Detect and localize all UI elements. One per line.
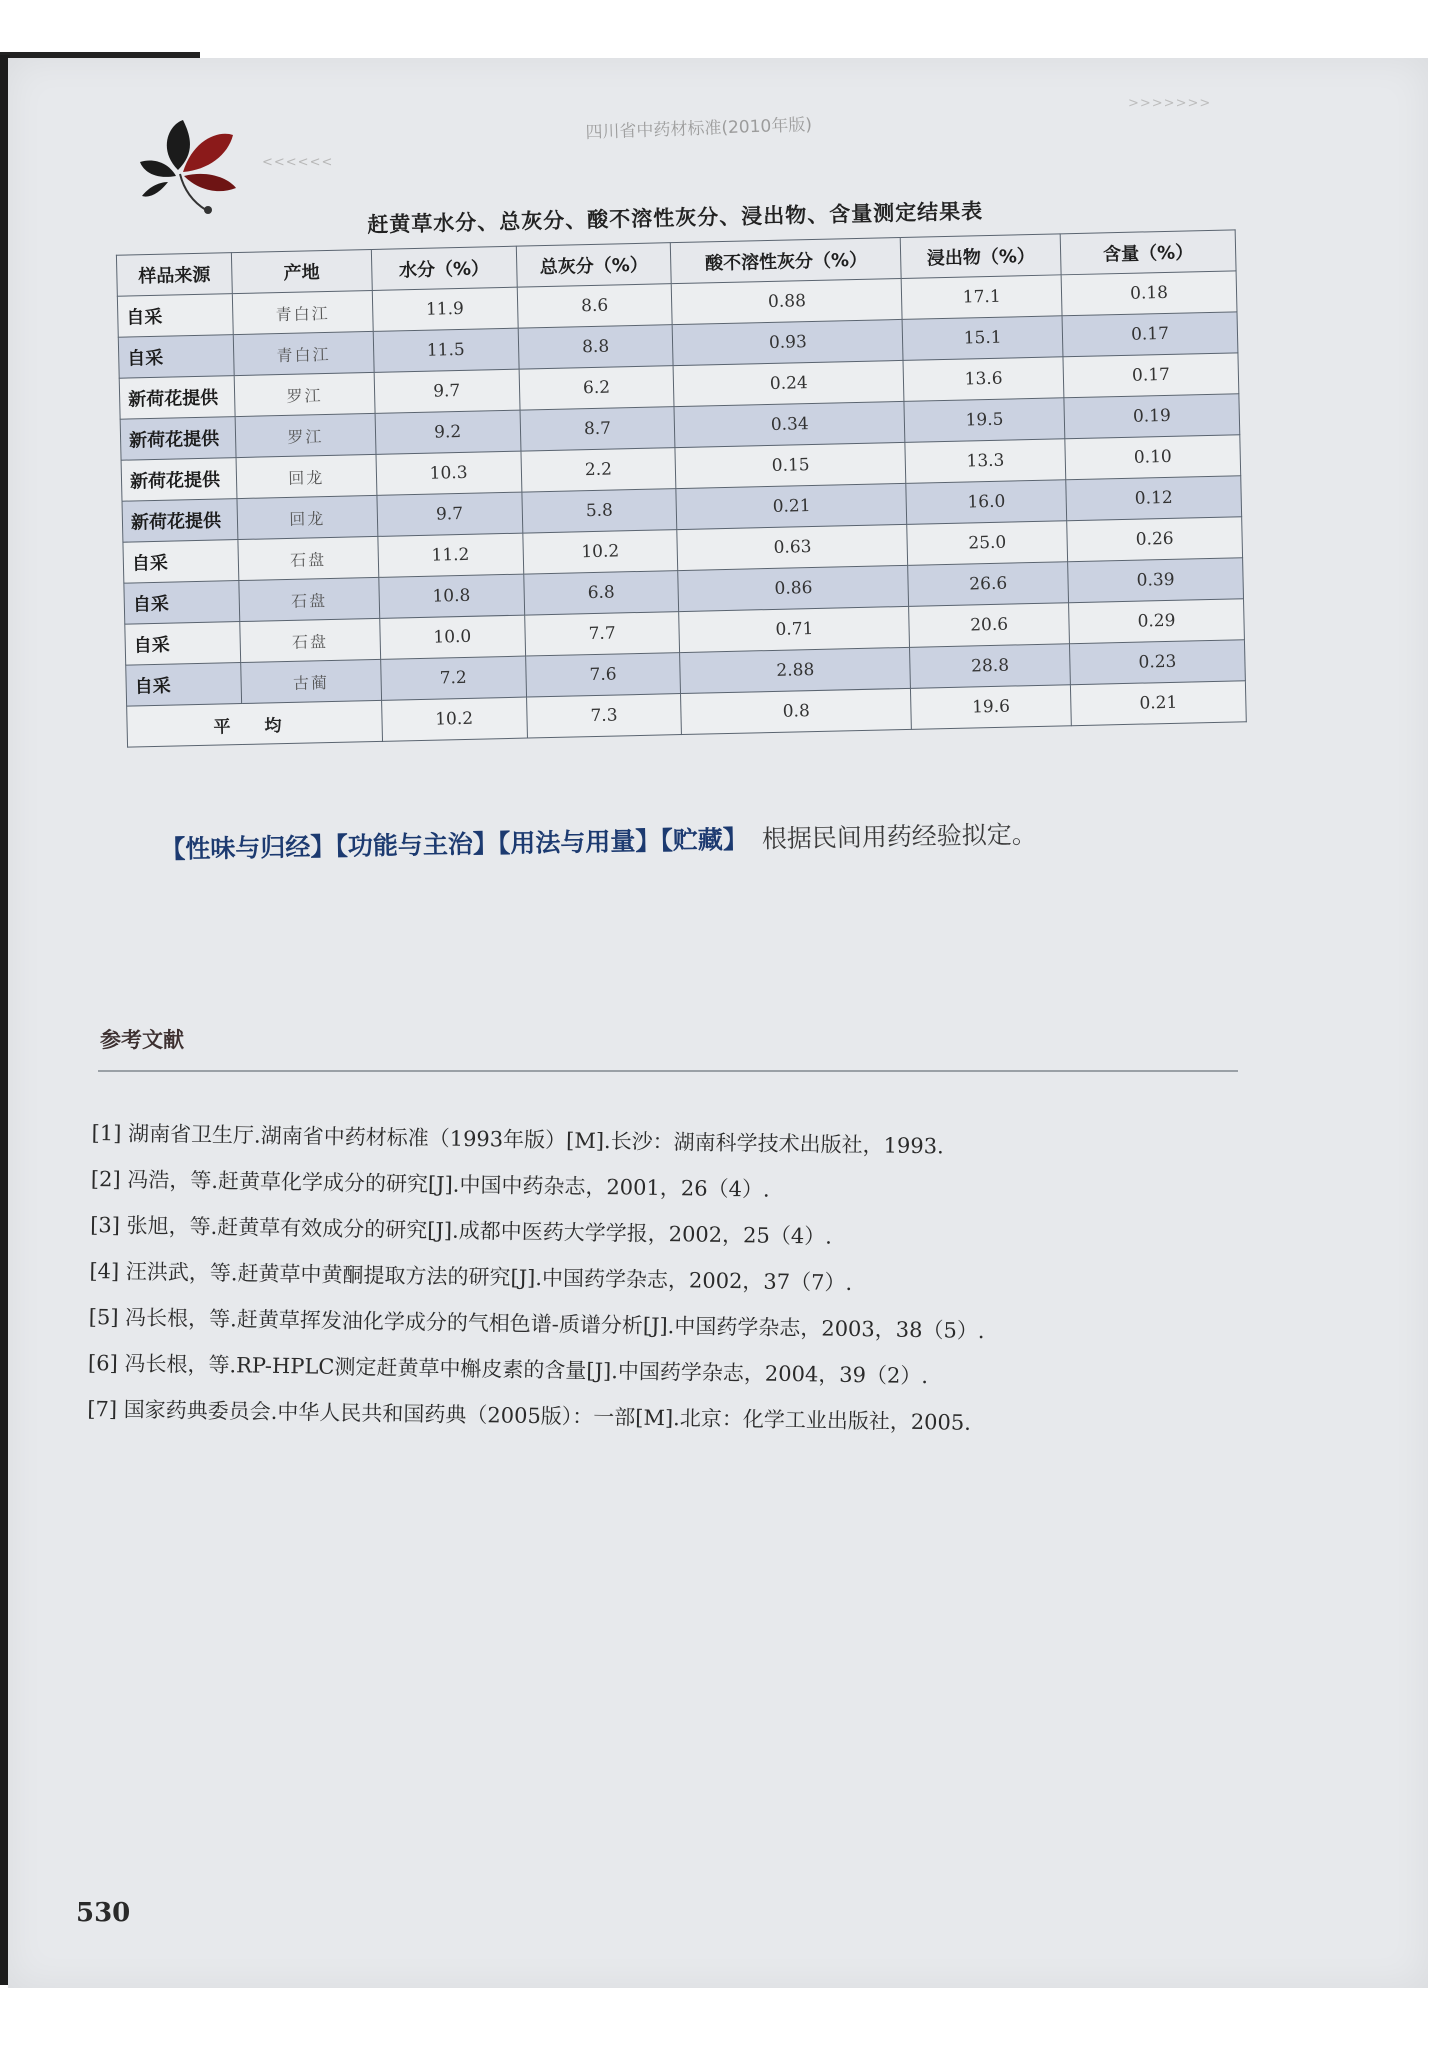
- cell-acid-insoluble-ash: 0.71: [679, 606, 910, 652]
- average-content: 0.21: [1070, 681, 1246, 726]
- references-list: [87, 1110, 1252, 1450]
- cell-total-ash: 6.2: [519, 366, 675, 411]
- cell-acid-insoluble-ash: 0.34: [674, 401, 905, 447]
- cell-origin: 石盘: [238, 536, 379, 580]
- cell-acid-insoluble-ash: 0.86: [678, 565, 909, 611]
- average-extract: 19.6: [911, 685, 1072, 730]
- cell-source: 新荷花提供: [120, 417, 236, 461]
- reference-item: [1] 湖南省卫生厅.湖南省中药材标准（1993年版）[M].长沙：湖南科学技术出版社，1993.: [91, 1120, 944, 1159]
- scan-bottom-margin: [0, 1988, 1448, 2048]
- cell-extract: 20.6: [909, 603, 1070, 648]
- references-heading: 参考文献: [100, 1028, 184, 1052]
- results-table: [116, 229, 1247, 747]
- column-header: 样品来源: [116, 253, 232, 297]
- results-table-block: [105, 189, 1257, 748]
- cell-source: 自采: [126, 663, 242, 707]
- reference-item: [2] 冯浩，等.赶黄草化学成分的研究[J].中国中药杂志，2001，26（4）.: [90, 1166, 770, 1202]
- scan-top-margin: [0, 0, 1448, 60]
- reference-item: [7] 国家药典委员会.中华人民共和国药典（2005版）：一部[M].北京：化学工业出版社，2005.: [87, 1396, 972, 1435]
- cell-extract: 25.0: [907, 521, 1068, 566]
- cell-source: 自采: [124, 581, 240, 625]
- reference-item: [6] 冯长根，等.RP-HPLC测定赶黄草中槲皮素的含量[J].中国药学杂志，2004，39（2）.: [87, 1350, 929, 1389]
- decorative-arrows-right: >>>>>>>: [1128, 96, 1212, 111]
- cell-source: 新荷花提供: [122, 499, 238, 543]
- cell-acid-insoluble-ash: 0.15: [675, 442, 906, 488]
- cell-origin: 石盘: [240, 618, 381, 662]
- cell-origin: 罗江: [234, 372, 375, 416]
- reference-item: [5] 冯长根，等.赶黄草挥发油化学成分的气相色谱-质谱分析[J].中国药学杂志，2003，38（5）.: [88, 1304, 985, 1344]
- cell-moisture: 10.0: [379, 615, 525, 659]
- decorative-arrows-left: <<<<<<: [262, 155, 334, 170]
- cell-content: 0.39: [1068, 558, 1244, 603]
- cell-origin: 罗江: [235, 413, 376, 457]
- cell-source: 自采: [123, 540, 239, 584]
- tag-storage: 【贮藏】: [660, 824, 749, 856]
- cell-moisture: 7.2: [380, 656, 526, 700]
- cell-content: 0.23: [1070, 640, 1246, 685]
- cell-source: 新荷花提供: [119, 376, 235, 420]
- table-title: 赶黄草水分、总灰分、酸不溶性灰分、浸出物、含量测定结果表: [367, 198, 984, 238]
- cell-content: 0.26: [1067, 517, 1243, 562]
- cell-source: 新荷花提供: [121, 458, 237, 502]
- cell-extract: 15.1: [902, 316, 1063, 361]
- cell-content: 0.18: [1061, 271, 1237, 316]
- cell-total-ash: 8.8: [518, 325, 674, 370]
- references-divider: [98, 1070, 1238, 1072]
- cell-moisture: 9.2: [375, 410, 521, 454]
- cell-moisture: 11.2: [378, 533, 524, 577]
- cell-acid-insoluble-ash: 0.88: [672, 278, 903, 324]
- cell-moisture: 11.9: [372, 287, 518, 331]
- page-number: 530: [76, 1898, 131, 1928]
- cell-moisture: 10.3: [376, 451, 522, 495]
- column-header: 含量（%）: [1060, 230, 1236, 275]
- cell-content: 0.17: [1062, 312, 1238, 357]
- cell-content: 0.19: [1064, 394, 1240, 439]
- column-header: 浸出物（%）: [900, 234, 1061, 279]
- reference-item: [3] 张旭，等.赶黄草有效成分的研究[J].成都中医药大学学报，2002，25（4）.: [90, 1212, 833, 1249]
- cell-extract: 19.5: [904, 398, 1065, 443]
- cell-source: 自采: [125, 622, 241, 666]
- cell-extract: 28.8: [910, 644, 1071, 689]
- cell-origin: 青白江: [232, 290, 373, 334]
- cell-origin: 回龙: [237, 495, 378, 539]
- cell-content: 0.10: [1065, 435, 1241, 480]
- reference-item: [4] 汪洪武，等.赶黄草中黄酮提取方法的研究[J].中国药学杂志，2002，37（7）.: [89, 1258, 853, 1295]
- average-total-ash: 7.3: [526, 694, 682, 739]
- cell-moisture: 10.8: [379, 574, 525, 618]
- cell-acid-insoluble-ash: 0.93: [673, 319, 904, 365]
- tag-function-indication: 【功能与主治】: [335, 829, 499, 861]
- column-header: 水分（%）: [371, 246, 517, 290]
- cell-acid-insoluble-ash: 2.88: [680, 647, 911, 693]
- tag-flavor-meridian: 【性味与归经】: [160, 831, 336, 864]
- average-moisture: 10.2: [381, 697, 527, 741]
- cell-extract: 17.1: [901, 275, 1062, 320]
- column-header: 酸不溶性灰分（%）: [671, 237, 902, 283]
- cell-extract: 13.6: [903, 357, 1064, 402]
- tag-usage-dosage: 【用法与用量】: [497, 826, 661, 859]
- average-label: 平 均: [127, 700, 383, 747]
- cell-extract: 26.6: [908, 562, 1069, 607]
- cell-origin: 古蔺: [241, 659, 382, 703]
- cell-origin: 回龙: [236, 454, 377, 498]
- cell-total-ash: 7.6: [525, 653, 681, 698]
- cell-content: 0.29: [1069, 599, 1245, 644]
- cell-origin: 石盘: [239, 577, 380, 621]
- cell-total-ash: 10.2: [522, 530, 678, 575]
- cell-content: 0.17: [1063, 353, 1239, 398]
- column-header: 总灰分（%）: [516, 243, 672, 288]
- column-header: 产地: [231, 249, 372, 293]
- cell-moisture: 9.7: [377, 492, 523, 536]
- cell-total-ash: 6.8: [523, 571, 679, 616]
- cell-content: 0.12: [1066, 476, 1242, 521]
- cell-total-ash: 8.6: [517, 284, 673, 329]
- sections-line-text: 根据民间用药经验拟定。: [761, 819, 1038, 854]
- running-head: 四川省中药材标准(2010年版): [585, 115, 813, 143]
- cell-moisture: 11.5: [373, 328, 519, 372]
- cell-total-ash: 8.7: [520, 407, 676, 452]
- cell-source: 自采: [117, 294, 233, 338]
- cell-extract: 13.3: [905, 439, 1066, 484]
- average-acid-insoluble-ash: 0.8: [681, 688, 912, 734]
- leaf-sprig-icon: [138, 110, 258, 220]
- cell-source: 自采: [118, 335, 234, 379]
- cell-total-ash: 5.8: [521, 489, 677, 534]
- cell-extract: 16.0: [906, 480, 1067, 525]
- cell-acid-insoluble-ash: 0.63: [677, 524, 908, 570]
- cell-moisture: 9.7: [374, 369, 520, 413]
- cell-origin: 青白江: [233, 331, 374, 375]
- cell-total-ash: 7.7: [524, 612, 680, 657]
- cell-acid-insoluble-ash: 0.24: [674, 360, 905, 406]
- cell-total-ash: 2.2: [521, 448, 677, 493]
- cell-acid-insoluble-ash: 0.21: [676, 483, 907, 529]
